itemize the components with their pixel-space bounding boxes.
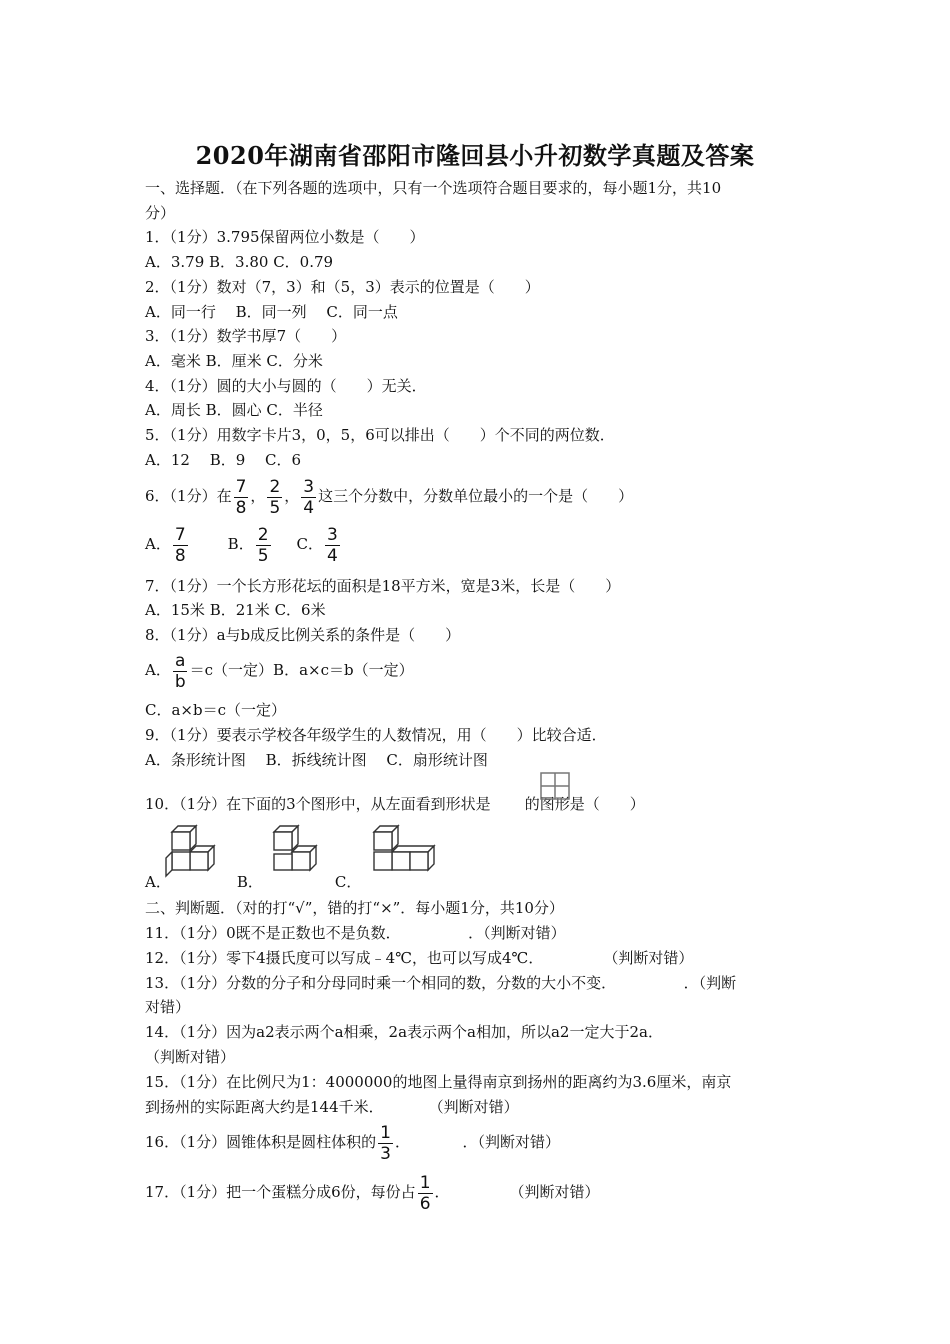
option-a-label: A． <box>145 873 171 891</box>
left-view-square-icon <box>540 772 570 800</box>
option-c-label: C． <box>296 535 324 553</box>
fraction-numerator: 1 <box>380 1122 391 1143</box>
question-9-options: A．条形统计图 B．拆线统计图 C．扇形统计图 <box>145 751 488 769</box>
separator: ， <box>250 487 266 505</box>
question-6-options <box>145 524 342 566</box>
question-10-options <box>145 872 361 892</box>
question-6-stem <box>145 476 633 518</box>
question-13-line2: 对错） <box>145 998 191 1016</box>
section1-header-cont: 分） <box>145 204 176 222</box>
question-17-prefix: 17．（1分）把一个蛋糕分成6份，每份占 <box>145 1183 416 1201</box>
question-11: 11．（1分）0既不是正数也不是负数． ．（判断对错） <box>145 924 566 942</box>
fraction-numerator: 3 <box>327 524 338 545</box>
question-16-suffix: ． ．（判断对错） <box>394 1133 560 1151</box>
fraction-denominator: 4 <box>303 497 315 518</box>
question-16-prefix: 16．（1分）圆锥体积是圆柱体积的 <box>145 1133 377 1151</box>
fraction-2-5 <box>267 477 282 518</box>
section2-header: 二、判断题．（对的打“√”，错的打“×”．每小题1分，共10分） <box>145 899 564 917</box>
fraction-denominator: 8 <box>235 497 247 518</box>
option-a-fraction <box>173 525 188 566</box>
question-8-stem: 8．（1分）a与b成反比例关系的条件是（ ） <box>145 626 461 644</box>
question-14-line1: 14．（1分）因为a2表示两个a相乘，2a表示两个a相加，所以a2一定大于2a． <box>145 1023 663 1041</box>
question-5-options: A．12 B．9 C．6 <box>145 451 302 469</box>
question-9-stem: 9．（1分）要表示学校各年级学生的人数情况，用（ ）比较合适． <box>145 726 607 744</box>
option-a-b-text: ＝c（一定）B．a×c＝b（一定） <box>189 661 414 679</box>
question-15-line1: 15．（1分）在比例尺为1：4000000的地图上量得南京到扬州的距离约为3.6厘米，南京 <box>145 1073 732 1091</box>
question-16 <box>145 1122 560 1164</box>
option-b-label: B． <box>227 535 254 553</box>
cube-figure-c-icon <box>366 824 442 878</box>
option-b-fraction <box>256 525 271 566</box>
question-3-options: A．毫米 B．厘米 C．分米 <box>145 352 323 370</box>
question-8-option-c: C．a×b＝c（一定） <box>145 701 286 719</box>
question-1-options: A．3.79 B．3.80 C．0.79 <box>145 253 334 271</box>
question-17-suffix: ． （判断对错） <box>434 1183 600 1201</box>
fraction-denominator: 4 <box>327 545 338 566</box>
fraction-7-8 <box>234 477 249 518</box>
fraction-numerator: 1 <box>419 1172 431 1193</box>
option-c-fraction <box>325 525 340 566</box>
fraction-denominator: b <box>174 671 186 692</box>
question-1-stem: 1．（1分）3.795保留两位小数是（ ） <box>145 228 425 246</box>
question-6-suffix: 这三个分数中，分数单位最小的一个是（ ） <box>318 487 634 505</box>
ratio-a-over-b <box>173 651 188 692</box>
question-10-suffix: 的图形是（ ） <box>524 795 645 813</box>
question-3-stem: 3．（1分）数学书厚7（ ） <box>145 327 347 345</box>
fraction-denominator: 5 <box>269 497 281 518</box>
page-title: 2020年湖南省邵阳市隆回县小升初数学真题及答案 <box>195 141 755 170</box>
question-15-line2: 到扬州的实际距离大约是144千米． （判断对错） <box>145 1098 519 1116</box>
option-a-label: A． <box>145 661 171 679</box>
separator: ， <box>284 487 300 505</box>
fraction-denominator: 5 <box>257 545 269 566</box>
fraction-3-4 <box>301 477 316 518</box>
option-a-label: A． <box>145 535 171 553</box>
question-2-stem: 2．（1分）数对（7，3）和（5，3）表示的位置是（ ） <box>145 278 540 296</box>
fraction-denominator: 3 <box>380 1143 391 1164</box>
question-7-stem: 7．（1分）一个长方形花坛的面积是18平方米，宽是3米，长是（ ） <box>145 577 621 595</box>
question-5-stem: 5．（1分）用数字卡片3，0，5，6可以排出（ ）个不同的两位数． <box>145 426 615 444</box>
question-10-prefix: 10．（1分）在下面的3个图形中，从左面看到形状是 <box>145 795 491 813</box>
fraction-numerator: 7 <box>235 476 247 497</box>
section1-header: 一、选择题．（在下列各题的选项中，只有一个选项符合题目要求的，每小题1分，共10 <box>145 179 722 197</box>
cube-figure-b-icon <box>268 824 328 878</box>
fraction-1-6 <box>418 1173 433 1214</box>
fraction-denominator: 6 <box>419 1193 431 1214</box>
question-7-options: A．15米 B．21米 C．6米 <box>145 601 326 619</box>
question-8-options-ab <box>145 650 414 692</box>
question-2-options: A．同一行 B．同一列 C．同一点 <box>145 303 398 321</box>
question-4-stem: 4．（1分）圆的大小与圆的（ ）无关． <box>145 377 427 395</box>
question-14-line2: （判断对错） <box>145 1048 236 1066</box>
question-13-line1: 13．（1分）分数的分子和分母同时乘一个相同的数，分数的大小不变． ．（判断 <box>145 974 737 992</box>
fraction-numerator: 2 <box>269 476 281 497</box>
fraction-numerator: 7 <box>174 524 186 545</box>
question-4-options: A．周长 B．圆心 C．半径 <box>145 401 323 419</box>
fraction-denominator: 8 <box>174 545 186 566</box>
fraction-1-3 <box>378 1123 393 1164</box>
fraction-numerator: 2 <box>257 524 269 545</box>
option-b-label: B． <box>236 873 263 891</box>
question-17 <box>145 1172 600 1214</box>
question-6-prefix: 6．（1分）在 <box>145 487 232 505</box>
cube-figure-a-icon <box>162 824 222 878</box>
fraction-numerator: 3 <box>303 476 315 497</box>
question-12: 12．（1分）零下4摄氏度可以写成﹣4℃，也可以写成4℃． （判断对错） <box>145 949 694 967</box>
fraction-numerator: a <box>175 650 186 671</box>
option-c-label: C． <box>334 873 362 891</box>
